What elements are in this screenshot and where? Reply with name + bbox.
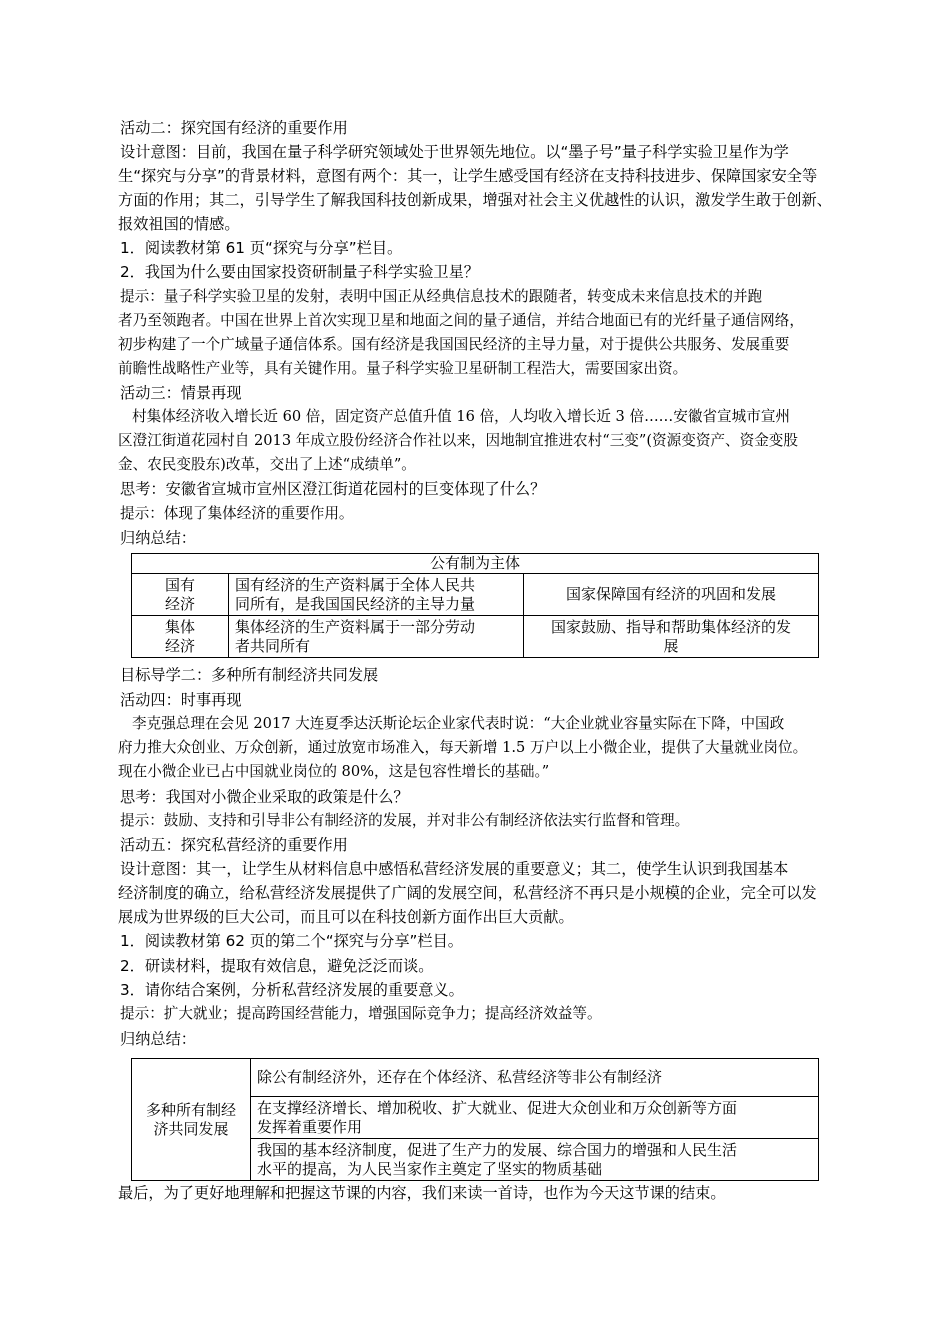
intent-line: 方面的作用；其二，引导学生了解我国科技创新成果，增强对社会主义优越性的认识，激发学生敢于创新、: [118, 191, 832, 209]
news-line: 府力推大众创业、万众创新，通过放宽市场准入，每天新增 1.5 万户以上小微企业，提供了大量就业岗位。: [118, 739, 808, 756]
row-policy: 国家鼓励、指导和帮助集体经济的发 展: [524, 616, 819, 658]
activity4-title: 活动四：时事再现: [120, 691, 242, 709]
row-policy: 国家保障国有经济的巩固和发展: [524, 574, 819, 616]
table-header: 公有制为主体: [132, 554, 819, 574]
intent-line: 生“探究与分享”的背景材料，意图有两个：其一，让学生感受国有经济在支持科技进步、保障国家安全等: [118, 167, 818, 185]
activity2-title: 活动二：探究国有经济的重要作用: [120, 119, 348, 137]
multi-ownership-table: [131, 1058, 819, 1181]
intent-line: 展成为世界级的巨大公司，而且可以在科技创新方面作出巨大贡献。: [118, 908, 574, 926]
step-item: 1．阅读教材第 61 页“探究与分享”栏目。: [120, 239, 403, 257]
story-line: 金、农民变股东)改革，交出了上述“成绩单”。: [118, 456, 416, 473]
summary-label: 归纳总结：: [120, 1030, 196, 1048]
table-cell: 我国的基本经济制度，促进了生产力的发展、综合国力的增强和人民生活 水平的提高，为人民当家作主奠定了坚实的物质基础: [251, 1139, 819, 1181]
hint-line: 初步构建了一个广域量子通信体系。国有经济是我国国民经济的主导力量，对于提供公共服务、发展重要: [118, 336, 790, 353]
activity3-title: 活动三：情景再现: [120, 384, 242, 402]
row-name: 集体 经济: [132, 616, 229, 658]
intent-line: 经济制度的确立，给私营经济发展提供了广阔的发展空间，私营经济不再只是小规模的企业，完全可以发: [118, 884, 817, 902]
table-left-label: 多种所有制经 济共同发展: [132, 1059, 251, 1181]
goal-heading: 目标导学二：多种所有制经济共同发展: [120, 666, 379, 684]
intent-line: 设计意图：其一，让学生从材料信息中感悟私营经济发展的重要意义；其二，使学生认识到我国基本: [120, 860, 789, 878]
story-line: 区澄江街道花园村自 2013 年成立股份经济合作社以来，因地制宜推进农村“三变”(资源变资产、资金变股: [118, 432, 798, 449]
intent-line: 报效祖国的情感。: [118, 215, 240, 233]
hint-line: 前瞻性战略性产业等，具有关键作用。量子科学实验卫星研制工程浩大，需要国家出资。: [118, 360, 688, 377]
hint-text: 提示：体现了集体经济的重要作用。: [120, 505, 354, 522]
step-item: 2．研读材料，提取有效信息，避免泛泛而谈。: [120, 957, 434, 975]
summary-label: 归纳总结：: [120, 529, 196, 547]
table-cell: 除公有制经济外，还存在个体经济、私营经济等非公有制经济: [251, 1059, 819, 1097]
news-line: 李克强总理在会见 2017 大连夏季达沃斯论坛企业家代表时说：“大企业就业容量实际在下降，中国政: [132, 715, 785, 732]
hint-text: 提示：鼓励、支持和引导非公有制经济的发展，并对非公有制经济依法实行监督和管理。: [120, 812, 690, 829]
closing-text: 最后，为了更好地理解和把握这节课的内容，我们来读一首诗，也作为今天这节课的结束。: [118, 1184, 726, 1202]
row-desc: 国有经济的生产资料属于全体人民共 同所有，是我国国民经济的主导力量: [229, 574, 524, 616]
row-name: 国有 经济: [132, 574, 229, 616]
news-line: 现在小微企业已占中国就业岗位的 80%，这是包容性增长的基础。”: [118, 763, 550, 780]
think-question: 思考：安徽省宣城市宣州区澄江街道花园村的巨变体现了什么？: [120, 480, 546, 498]
table-row: [132, 616, 819, 658]
step-item: 1．阅读教材第 62 页的第二个“探究与分享”栏目。: [120, 932, 463, 950]
row-desc: 集体经济的生产资料属于一部分劳动 者共同所有: [229, 616, 524, 658]
step-item: 2．我国为什么要由国家投资研制量子科学实验卫星？: [120, 263, 479, 281]
think-question: 思考：我国对小微企业采取的政策是什么？: [120, 788, 409, 806]
step-item: 3．请你结合案例，分析私营经济发展的重要意义。: [120, 981, 464, 999]
activity5-title: 活动五：探究私营经济的重要作用: [120, 836, 348, 854]
hint-line: 提示：量子科学实验卫星的发射，表明中国正从经典信息技术的跟随者，转变成未来信息技术的并跑: [120, 288, 763, 305]
hint-line: 者乃至领跑者。中国在世界上首次实现卫星和地面之间的量子通信，并结合地面已有的光纤量子通信网络，: [118, 312, 804, 329]
hint-text: 提示：扩大就业；提高跨国经营能力，增强国际竞争力；提高经济效益等。: [120, 1005, 602, 1022]
table-cell: 在支撑经济增长、增加税收、扩大就业、促进大众创业和万众创新等方面 发挥着重要作用: [251, 1097, 819, 1139]
table-row: [132, 574, 819, 616]
story-line: 村集体经济收入增长近 60 倍，固定资产总值升值 16 倍，人均收入增长近 3 倍……安徽省宣城市宣州: [132, 408, 791, 425]
public-ownership-table: [131, 553, 819, 658]
intent-line: 设计意图：目前，我国在量子科学研究领域处于世界领先地位。以“墨子号”量子科学实验卫星作为学: [120, 143, 789, 161]
